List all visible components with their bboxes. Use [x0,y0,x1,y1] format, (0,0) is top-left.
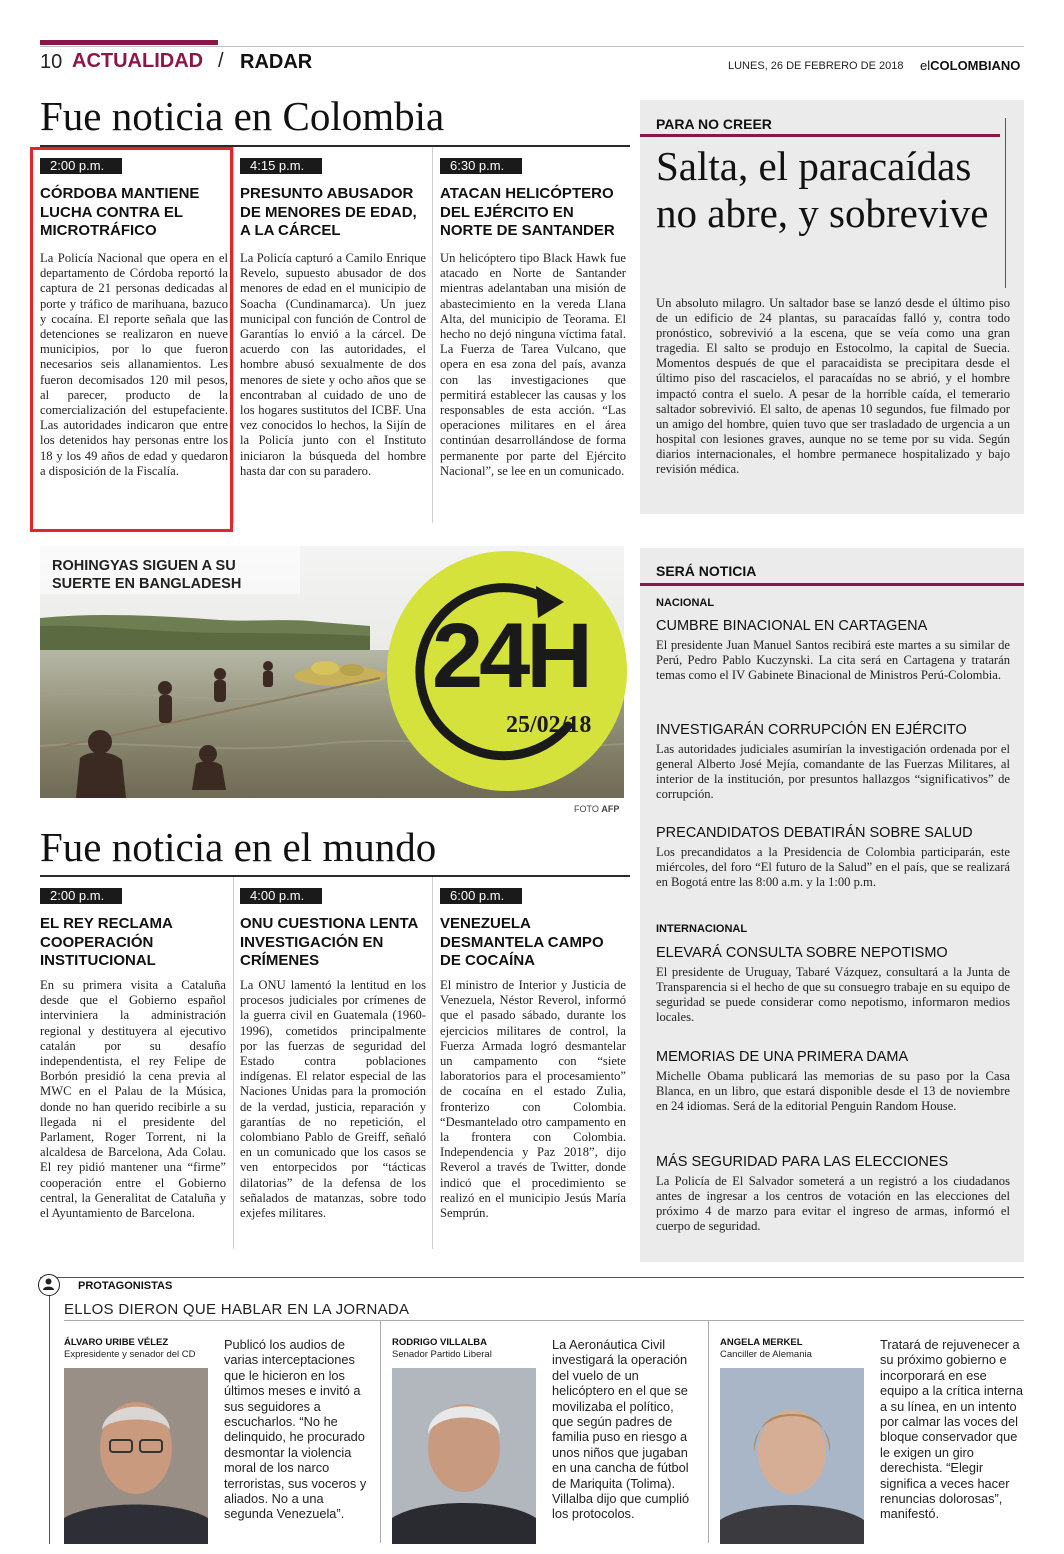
category-label: INTERNACIONAL [656,923,748,935]
brief-headline: MÁS SEGURIDAD PARA LAS ELECCIONES [656,1154,949,1170]
issue-date: LUNES, 26 DE FEBRERO DE 2018 [728,60,904,72]
mundo-section-title: Fue noticia en el mundo [40,824,437,870]
person-text: Tratará de rejuvenecer a su próximo gobierno e incorporará en ese equipo a la crítica interna a su línea, en un intento por calmar las voces del bloque conservador que le exigen un giro derechista. “Elegir significa a veces hacer renuncias dolorosas”, manifestó. [880,1337,1023,1522]
protagonistas-subtitle: ELLOS DIERON QUE HABLAR EN LA JORNADA [64,1301,410,1318]
person-role: Expresidente y senador del CD [64,1349,196,1360]
column-divider [432,147,433,523]
category-label: NACIONAL [656,597,715,609]
panel-headline: Salta, el paracaídas no abre, y sobrevive [656,143,989,236]
protagonistas-subrule [64,1320,1024,1321]
section-color-bar [40,40,218,45]
news-body: En su primera visita a Cataluña desde que el Gobierno español interviniera la administración regional y destituyera al ejecutivo catalán por su desafío independentista, el rey Felipe de Borbón presidió la cena previa al MWC en el Palau de la Música, donde no han querido recibirle a su llegada ni el presidente del Parlament, Roger Torrent, ni la alcaldesa de Barcelona, Ada Colau. El rey pidió mantener una “firme” cooperación entre el Gobierno central, la Generalitat de Cataluña y el Ayuntamiento de Barcelona. [40,978,226,1221]
24h-logo-date: 25/02/18 [506,712,592,738]
brief-headline: CUMBRE BINACIONAL EN CARTAGENA [656,618,928,634]
protagonistas-vertical-rule [49,1296,50,1544]
brief-body: Las autoridades judiciales asumirían la investigación ordenada por el general Alberto José Mejía, comandante de las Fuerzas Militares, al interior de la institución, por presuntos hallazgos “significativos” de corrupción. [656,742,1010,802]
person-divider [708,1321,709,1543]
header-rule [40,46,1024,47]
news-headline: ATACAN HELICÓPTERO DEL EJÉRCITO EN NORTE DE SANTANDER [440,185,615,239]
person-role: Canciller de Alemania [720,1349,812,1360]
brief-headline: INVESTIGARÁN CORRUPCIÓN EN EJÉRCITO [656,722,967,738]
time-badge: 6:00 p.m. [440,888,522,904]
brand-name: COLOMBIANO [930,58,1021,73]
column-divider [432,877,433,1249]
credit-label: FOTO [574,804,599,814]
news-body: La ONU lamentó la lentitud en los procesos judiciales por crímenes de la guerra civil en Guatemala (1960-1996), cometidos principalmente por las fuerzas de seguridad del Estado contra poblaciones indígenas. El relator especial de las Naciones Unidas para la promoción de la verdad, justicia, reparación y garantías de no repetición, el colombiano Pablo de Greiff, señaló en un comunicado que los casos se ven entorpecidos por “tácticas dilatorias” de la defensa de los señalados de matanzas, sobre todo exjefes militares. [240,978,426,1221]
person-text: Publicó los audios de varias interceptaciones que le hicieron en los últimos meses e invitó a sus seguidores a escucharlos. “No he delinquido, he procurado desmontar la violencia moral de los narco terroristas, sus voceros y aliados. No a una segunda Venezuela”. [224,1337,367,1522]
time-badge: 2:00 p.m. [40,888,122,904]
photo-caption: ROHINGYAS SIGUEN A SU SUERTE EN BANGLADESH [52,558,242,592]
brief-headline: ELEVARÁ CONSULTA SOBRE NEPOTISMO [656,945,948,961]
person-name: ANGELA MERKEL [720,1337,803,1348]
time-badge: 2:00 p.m. [40,158,122,174]
person-photo [720,1368,864,1544]
person-photo [392,1368,536,1544]
panel-label: SERÁ NOTICIA [656,563,757,579]
brief-body: Michelle Obama publicará las memorias de su paso por la Casa Blanca, en un libro, que estará disponible desde el 13 de noviembre en 24 idiomas. Será de la editorial Penguin Random House. [656,1069,1010,1114]
person-role: Senador Partido Liberal [392,1349,492,1360]
brief-headline: PRECANDIDATOS DEBATIRÁN SOBRE SALUD [656,825,973,841]
news-body: Un helicóptero tipo Black Hawk fue atacado en Norte de Santander mientras adelantaban una misión de abastecimiento en la vereda Llana Alta, del municipio de Teorama. El hecho no dejó ninguna víctima fatal. La Fuerza de Tarea Vulcano, que opera en esa zona del país, avanza con las investigaciones que permitirá establecer las causas y los responsables de esta acción. “Las operaciones militares en el área continúan desarrollándose de forma permanente por parte del Ejército Nacional”, se lee en un comunicado. [440,251,626,478]
brand-prefix: el [920,58,931,73]
credit-source: AFP [601,804,620,814]
news-headline: EL REY RECLAMA COOPERACIÓN INSTITUCIONAL [40,915,173,969]
news-body: La Policía capturó a Camilo Enrique Revelo, supuesto abusador de dos menores de edad en el municipio de Soacha (Cundinamarca). Un juez municipal con función de Control de Garantías lo envió a la cárcel. De acuerdo con las autoridades, el hombre abusó sexualmente de dos menores de siete y ocho años que se encontraban al cuidado de uno de los hogares sustitutos del ICBF. Una vez conocidos lo hechos, la Sijín de la Policía junto con el Instituto iniciaron la búsqueda del hombre hasta dar con su paradero. [240,251,426,478]
time-badge: 4:15 p.m. [240,158,322,174]
panel-accent-bar [640,583,1024,586]
person-text: La Aeronáutica Civil investigará la operación del vuelo de un helicóptero en el que se movilizaba el político, que según padres de familia puso en riesgo a unos niños que jugaban en una cancha de fútbol de Mariquita (Tolima). Villalba dijo que cumplió los protocolos. [552,1337,690,1522]
section-separator: / [218,50,224,72]
panel-label: PARA NO CREER [656,116,772,132]
news-headline: ONU CUESTIONA LENTA INVESTIGACIÓN EN CRÍMENES [240,915,418,969]
portrait-merkel [720,1368,864,1544]
person-name: RODRIGO VILLALBA [392,1337,487,1348]
column-divider [233,147,234,523]
person-icon-glyph [39,1275,58,1294]
mundo-top-rule [40,875,630,877]
person-divider [380,1321,381,1543]
brief-body: El presidente Juan Manuel Santos recibirá este martes a su similar de Perú, Pedro Pablo Kuczynski. La cita será en Cartagena y tratarán temas como el IV Gabinete Binacional de Ministros Perú-Colombia. [656,638,1010,683]
protagonistas-rule [40,1277,1024,1278]
column-divider [233,877,234,1249]
panel-body: Un absoluto milagro. Un saltador base se lanzó desde el último piso de un edificio de 24 plantas, su paracaídas falló y, contra todo pronóstico, sobrevivió a la escena, que se veía como una gran tragedia. El salto se produjo en Estocolmo, la capital de Suecia. Momentos después de que el paracaidista se precipitara desde el último piso del rascacielos, el paracaídas no se abrió, y el hombre impactó contra el suelo. A pesar de la horrible caída, el temerario saltador sobrevivió. El salto, de apenas 10 segundos, fue filmado por un amigo del hombre, quien tuvo que ser trasladado de urgencia a un hospital con lesiones graves, aunque no se teme por su vida. Según diarios internacionales, el hombre permanece hospitalizado y bajo revisión médica. [656,296,1010,477]
panel-accent-bar [640,134,1000,137]
page-number: 10 [40,51,63,73]
panel-vertical-rule [1005,118,1006,288]
portrait-uribe [64,1368,208,1544]
brief-body: La Policía de El Salvador someterá a un registró a los ciudadanos antes de ingresar a los centros de votación en las elecciones del próximo 4 de marzo para evitar el ingreso de armas, informó el cuerpo de seguridad. [656,1174,1010,1234]
photo-credit [574,804,619,814]
news-headline: VENEZUELA DESMANTELA CAMPO DE COCAÍNA [440,915,604,969]
person-photo [64,1368,208,1544]
brief-body: Los precandidatos a la Presidencia de Colombia participarán, este miércoles, del foro “El futuro de la Salud” en el país, que se realizará en Bogotá entre las 8:00 a.m. y la 1:00 p.m. [656,845,1010,890]
section-name: ACTUALIDAD [72,50,204,72]
news-body: La Policía Nacional que opera en el departamento de Córdoba reportó la captura de 21 personas dedicadas al porte y tráfico de marihuana, bazuco y cocaína. El reporte señala que las detenciones se realizaron en nueve municipios, por lo que fueron necesarios seis allanamientos. Les fueron decomisados 120 mil pesos, al parecer, producto de la comercialización del estupefaciente. Las autoridades indicaron que entre los detenidos hay personas entre los 18 y los 49 años de edad y quedaron a disposición de la Fiscalía. [40,251,228,478]
colombia-top-rule [40,145,630,147]
news-headline: CÓRDOBA MANTIENE LUCHA CONTRA EL MICROTRÁFICO [40,185,200,239]
colombia-section-title: Fue noticia en Colombia [40,93,445,139]
time-badge: 6:30 p.m. [440,158,522,174]
portrait-villalba [392,1368,536,1544]
24h-logo-text: 24H [432,605,589,707]
newspaper-brand [920,58,1020,73]
news-headline: PRESUNTO ABUSADOR DE MENORES DE EDAD, A LA CÁRCEL [240,185,417,239]
person-icon [38,1274,60,1296]
subsection-name: RADAR [240,51,313,73]
person-name: ÁLVARO URIBE VÉLEZ [64,1337,169,1348]
brief-headline: MEMORIAS DE UNA PRIMERA DAMA [656,1049,909,1065]
protagonistas-label: PROTAGONISTAS [78,1280,173,1292]
news-body: El ministro de Interior y Justicia de Venezuela, Néstor Reverol, informó que el pasado sábado, durante los ejercicios militares de control, la Fuerza Armada logró desmantelar un campamento con “siete laboratorios para el procesamiento” de cocaína en el estado Zulia, fronterizo con Colombia. “Desmantelado otro campamento en la frontera con Colombia. Independencia y Paz 2018”, dijo Reverol a través de Twitter, donde indicó que el procedimiento se realizó en el municipio Jesús María Semprún. [440,978,626,1221]
brief-body: El presidente de Uruguay, Tabaré Vázquez, consultará a la Junta de Transparencia si el hecho de que su consuegro trabaje en su equipo de seguridad se puede considerar como nepotismo, informaron medios locales. [656,965,1010,1025]
time-badge: 4:00 p.m. [240,888,322,904]
